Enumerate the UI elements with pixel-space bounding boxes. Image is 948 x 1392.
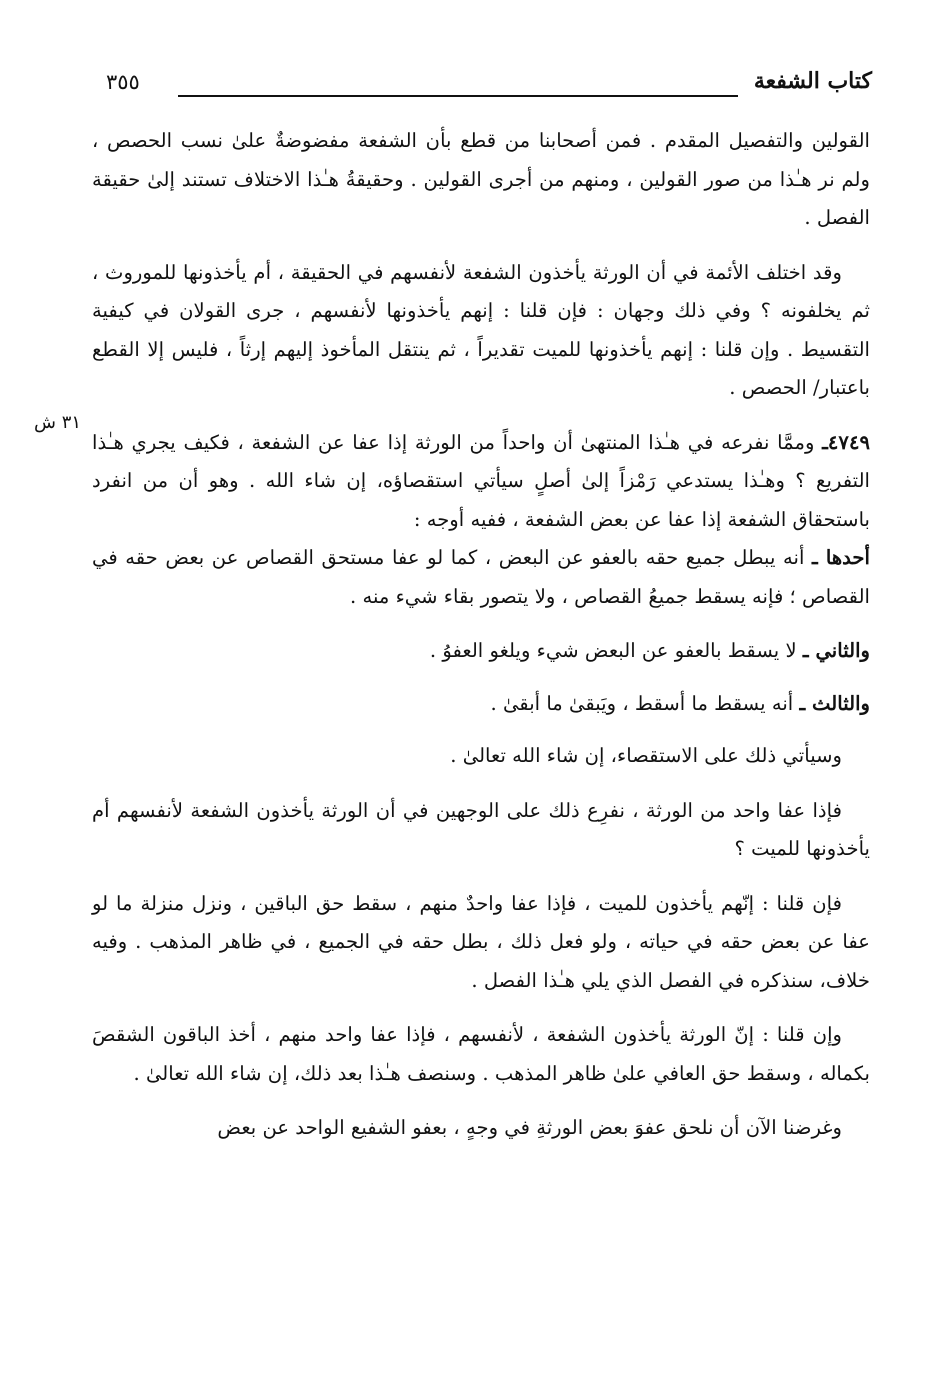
paragraph-1 [92, 122, 870, 238]
margin-manuscript-note: ٣١ ش [34, 412, 82, 433]
paragraph-2 [92, 254, 870, 408]
paragraph-7 [92, 737, 870, 776]
paragraph-text: أنه يبطل جميع حقه بالعفو عن البعض ، كما لو عفا مستحق القصاص عن بعض حقه في القصاص ؛ فإنه يسقط جميعُ القصاص ، ولا يتصور بقاء شيء منه . [92, 546, 870, 608]
paragraph-10 [92, 1016, 870, 1093]
header-title: كتاب الشفعة [753, 68, 872, 94]
main-text [92, 122, 870, 1164]
paragraph-text: وممَّا نفرعه في هـٰذا المنتهىٰ أن واحداً من الورثة إذا عفا عن الشفعة ، فكيف يجري هـٰذا التفريع ؟ وهـٰذا يستدعي رَمْزاً إلىٰ أصلٍ سيأتي استقصاؤه، إن شاء الله . وهو أن من انفرد باستحقاق الشفعة إذا عفا عن بعض الشفعة ، ففيه أوجه : [92, 430, 870, 531]
paragraph-text: وسيأتي ذلك على الاستقصاء، إن شاء الله تعالىٰ . [450, 744, 842, 767]
paragraph-3 [92, 424, 870, 617]
option-lead: أحدها ـ [811, 546, 870, 569]
option-lead: والثالث ـ [799, 691, 870, 715]
paragraph-text: وقد اختلف الأئمة في أن الورثة يأخذون الشفعة لأنفسهم في الحقيقة ، أم يأخذونها للموروث ، ثم يخلفونه ؟ وفي ذلك وجهان : فإن قلنا : إنهم يأخذونها لأنفسهم ، جرى القولان في كيفية التقسيط . وإن قلنا : إنهم يأخذونها للميت تقديراً ، ثم ينتقل المأخوذ إليهم إرثاً ، فليس إلا القطع باعتبار/ الحصص . [92, 260, 870, 399]
header-rule [178, 95, 738, 97]
paragraph-text: أنه يسقط ما أسقط ، ويَبقىٰ ما أبقىٰ . [490, 691, 800, 715]
option-lead: والثاني ـ [802, 639, 870, 662]
paragraph-11 [92, 1109, 870, 1148]
paragraph-text: فإن قلنا : إنّهم يأخذون للميت ، فإذا عفا واحدٌ منهم ، سقط حق الباقين ، ونزل منزلة ما لو عفا عن بعض حقه في حياته ، ولو فعل ذلك ، بطل حقه في الجميع ، في ظاهر المذهب . وفيه خلاف، سنذكره في الفصل الذي يلي هـٰذا الفصل . [92, 891, 870, 992]
page-number: ٣٥٥ [106, 70, 140, 94]
section-number: ٤٧٤٩ـ [822, 430, 870, 454]
paragraph-text: القولين والتفصيل المقدم . فمن أصحابنا من قطع بأن الشفعة مفضوضةٌ علىٰ نسب الحصص ، ولم نر هـٰذا من صور القولين ، ومنهم من أجرى القولين . وحقيقةُ هـٰذا الاختلاف تستند إلىٰ حقيقة الفصل . [92, 129, 870, 229]
paragraph-text: وغرضنا الآن أن نلحق عفوَ بعض الورثةِ في وجهٍ ، بعفو الشفيع الواحد عن بعض [217, 1116, 842, 1139]
paragraph-text: فإذا عفا واحد من الورثة ، نفرِع ذلك على الوجهين في أن الورثة يأخذون الشفعة لأنفسهم أم يأخذونها للميت ؟ [92, 798, 870, 860]
paragraph-option-3 [92, 685, 870, 724]
paragraph-option-2 [92, 632, 870, 671]
paragraph-9 [92, 885, 870, 1001]
paragraph-text: لا يسقط بالعفو عن البعض شيء ويلغو العفوُ . [429, 639, 803, 662]
paragraph-text: وإن قلنا : إنّ الورثة يأخذون الشفعة ، لأنفسهم ، فإذا عفا واحد منهم ، أخذ الباقون الشقصَ بكماله ، وسقط حق العافي علىٰ ظاهر المذهب . وسنصف هـٰذا بعد ذلك، إن شاء الله تعالىٰ . [92, 1023, 870, 1085]
paragraph-8 [92, 792, 870, 869]
running-header [92, 68, 872, 108]
